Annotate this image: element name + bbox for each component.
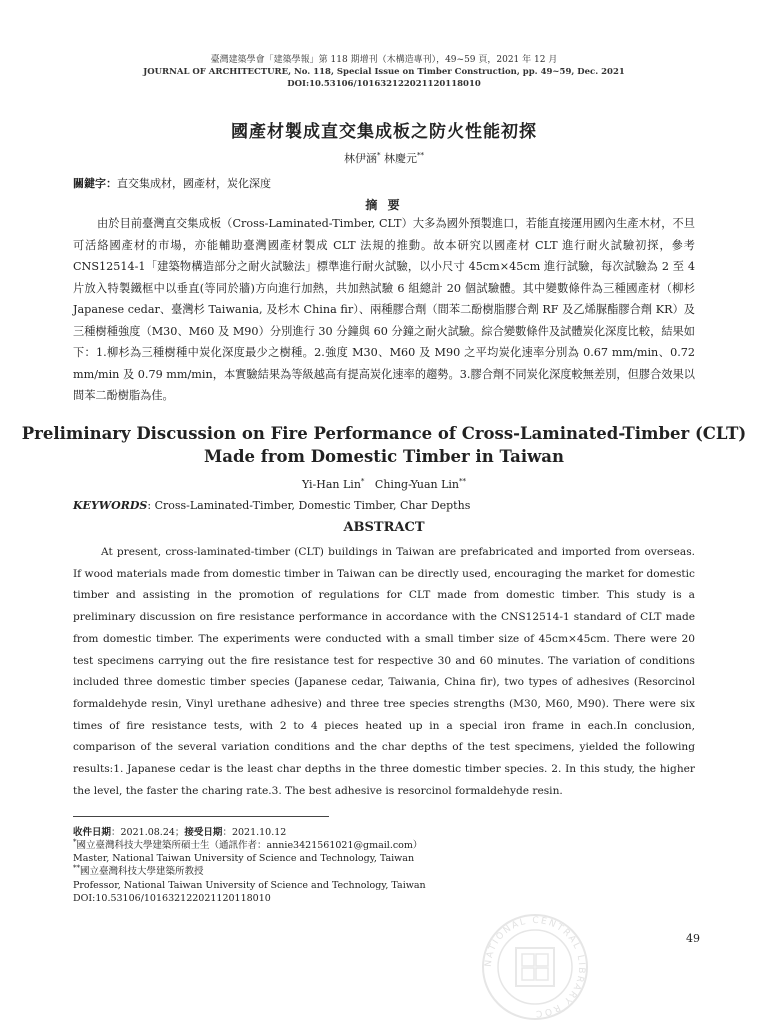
footnote-affiliation-1-en: Master, National Taiwan University of Science and Technology, Taiwan (73, 853, 415, 864)
library-seal-watermark-icon (480, 912, 590, 1022)
abstract-text-zh: 由於目前臺灣直交集成板（Cross-Laminated-Timber, CLT）大多為國外預製進口，若能直接運用國內生產木材，不旦可活絡國產材的市場，亦能輔助臺灣國產材製成 CLT 法規的推動。故本研究以國產材 CLT 進行耐火試驗初探，參考 CNS12514-1「建築物構造部分之耐火試驗法」標準進行耐火試驗，以小尺寸 45cm×45cm 進行試驗，每次試驗為 2 至 4 片放入特製鐵框中以垂直(等同於牆)方向進行加熱，共加熱試驗 6 組總計 20 個試驗體。其中變數條件為三種國產材（柳杉 Japanese cedar、臺灣杉 Taiwania, 及杉木 China fir）、兩種膠合劑（間苯二酚樹脂膠合劑 RF 及乙烯脲酯膠合劑 KR）及三種樹種強度（M30、M60 及 M90）分別進行 30 分鐘與 60 分鐘之耐火試驗。綜合變數條件及試體炭化深度比較，結果如下：1.柳杉為三種樹種中炭化深度最少之樹種。2.強度 M30、M60 及 M90 之平均炭化速率分別為 0.67 mm/min、0.72 mm/min 及 0.79 mm/min，本實驗結果為等級越高有提高炭化速率的趨勢。3.膠合劑不同炭化深度較無差別，但膠合效果以間苯二酚樹脂為佳。 (73, 217, 695, 402)
seal-text: NATIONAL CENTRAL LIBRARY ROC (483, 915, 587, 1019)
abstract-text-en: At present, cross-laminated-timber (CLT) buildings in Taiwan are prefabricated and imported from overseas. If wood materials made from domestic timber in Taiwan can be directly used, encouraging the market for domestic timber and assisting in the promotion of regulations for CLT made from domestic timber. This study is a preliminary discussion on fire resistance performance in accordance with the CNS12514-1 standard of CLT made from domestic timber. The experiments were conducted with a small timber size of 45cm×45cm. There were 20 test specimens carrying out the fire resistance test for respective 30 and 60 minutes. The variation of conditions included three domestic timber species (Japanese cedar, Taiwania, China fir), two types of adhesives (Resorcinol formaldehyde resin, Vinyl urethane adhesive) and three tree species strengths (M30, M60, M90). There were six times of fire resistance tests, with 2 to 4 pieces heated up in a special iron frame in each.In conclusion, comparison of the several variation conditions and the char depths of the test specimens, yielded the following results:1. Japanese cedar is the least char depths in the three domestic timber species. 2. In this study, the higher the level, the faster the charing rate.3. The best adhesive is resorcinol formaldehyde resin. (73, 546, 695, 797)
page-number: 49 (686, 932, 700, 945)
footnote-affiliation-2-zh (73, 865, 204, 878)
keywords-label-zh: 關鍵字： (73, 177, 117, 190)
aff2-zh: 國立臺灣科技大學建築所教授 (80, 866, 204, 877)
title-en-line2: Made from Domestic Timber in Taiwan (203, 447, 564, 466)
abstract-zh (73, 213, 695, 407)
page-title-en (0, 422, 768, 468)
journal-doi: DOI:10.53106/101632122021120118010 (287, 79, 481, 89)
page-title-zh: 國產材製成直交集成板之防火性能初探 (231, 122, 537, 142)
journal-header-en: JOURNAL OF ARCHITECTURE, No. 118, Special Issue on Timber Construction, pp. 49~59, Dec. 2021 (143, 67, 625, 77)
authors-en (0, 478, 768, 491)
author-1-zh: 林伊涵 (344, 152, 377, 165)
received-date: ：2021.08.24； (111, 827, 185, 838)
received-label: 收件日期 (73, 827, 112, 838)
aff2-mark: ** (73, 863, 80, 872)
footnote-dates (73, 826, 286, 839)
accepted-date: ：2021.10.12 (222, 827, 287, 838)
authors-zh (0, 150, 768, 166)
title-en-line1: Preliminary Discussion on Fire Performance of Cross-Laminated-Timber (CLT) (21, 424, 747, 443)
accepted-label: 接受日期 (184, 827, 223, 838)
author-2-en: Ching-Yuan Lin (374, 478, 460, 491)
keywords-value-en: Cross-Laminated-Timber, Domestic Timber, Char Depths (154, 499, 471, 512)
keywords-en (73, 499, 470, 512)
keywords-value-zh: 直交集成材，國產材，炭化深度 (117, 177, 271, 190)
footnote-divider (73, 816, 329, 817)
aff1-zh: 國立臺灣科技大學建築所碩士生（通訊作者：annie3421561021@gmail.com） (76, 840, 423, 851)
abstract-heading-en: ABSTRACT (343, 520, 425, 535)
svg-text:NATIONAL CENTRAL LIBRARY ROC (484, 916, 586, 1018)
abstract-heading-zh: 摘 要 (365, 198, 403, 212)
footnote-affiliation-1-zh (73, 839, 422, 852)
author-2-mark: ** (417, 151, 424, 160)
footnote-doi: DOI:10.53106/101632122021120118010 (73, 893, 271, 904)
author-1-en-mark: * (360, 477, 365, 486)
author-2-en-mark: ** (459, 477, 467, 486)
footnote-affiliation-2-en: Professor, National Taiwan University of Science and Technology, Taiwan (73, 880, 426, 891)
author-2-zh: 林慶元 (384, 152, 417, 165)
keywords-label-en: KEYWORDS (73, 499, 148, 512)
aff1-mark: * (73, 837, 77, 846)
journal-header-zh: 臺灣建築學會「建築學報」第 118 期增刊（木構造專刊），49~59 頁，2021 年 12 月 (210, 55, 558, 65)
abstract-en (73, 542, 695, 802)
keywords-sep-en: : (147, 499, 155, 512)
author-1-en: Yi-Han Lin (301, 478, 361, 491)
author-1-mark: * (377, 151, 381, 160)
keywords-zh (73, 175, 271, 191)
